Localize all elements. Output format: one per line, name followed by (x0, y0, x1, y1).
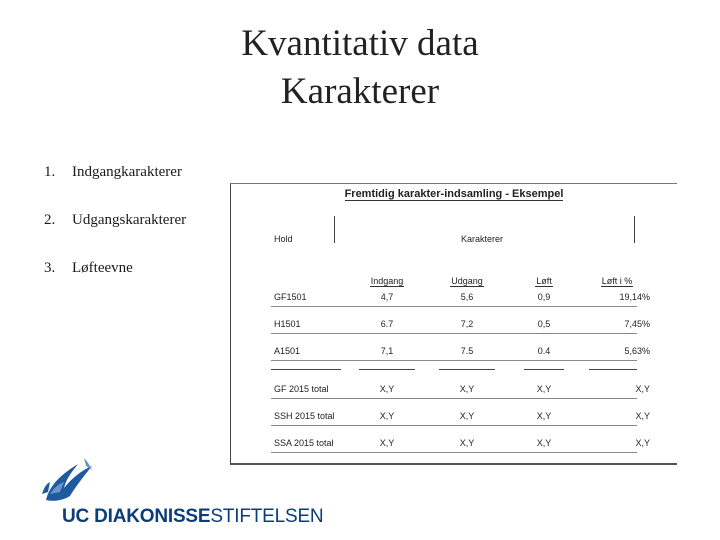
table-row (271, 437, 650, 453)
uc-diakonissestiftelsen-logo (40, 452, 330, 532)
group-separator (359, 369, 415, 370)
cell-loft-pct: 19,14% (619, 292, 650, 302)
cell-hold: SSA 2015 total (274, 438, 334, 448)
group-separator (589, 369, 637, 370)
table-row (271, 345, 650, 361)
title-line-1: Kvantitativ data (241, 23, 479, 64)
cell-indgang: 7,1 (380, 346, 394, 356)
cell-hold: GF1501 (274, 292, 307, 302)
cell-loft: X,Y (536, 438, 552, 448)
title-line-2: Karakterer (280, 71, 440, 112)
cell-loft: 0,5 (537, 319, 551, 329)
cell-loft-pct: 5,63% (624, 346, 650, 356)
cell-loft-pct: X,Y (635, 411, 650, 421)
bird-logo-icon (40, 454, 100, 508)
cell-loft: 0.4 (537, 346, 551, 356)
table-title: Fremtidig karakter-indsamling - Eksempel (344, 188, 564, 200)
slide-title (0, 20, 720, 116)
cell-udgang: X,Y (459, 438, 475, 448)
table-row (271, 383, 650, 399)
bullet-list (44, 160, 186, 304)
table-row (271, 291, 650, 307)
header-divider (634, 216, 635, 243)
bullet-number: 3. (44, 260, 56, 276)
cell-loft-pct: X,Y (635, 384, 650, 394)
cell-loft: 0,9 (537, 292, 551, 302)
cell-udgang: X,Y (459, 411, 475, 421)
bullet-number: 1. (44, 164, 56, 180)
bullet-text: Løfteevne (72, 260, 133, 276)
karakterer-header: Karakterer (461, 234, 504, 244)
col-indgang: Indgang (370, 276, 404, 286)
cell-udgang: 7.5 (460, 346, 474, 356)
bullet-number: 2. (44, 212, 56, 228)
cell-hold: A1501 (274, 346, 301, 356)
grade-table-image (230, 183, 677, 465)
logo-text-bold: UC DIAKONISSE (62, 506, 211, 527)
cell-indgang: X,Y (379, 384, 395, 394)
bullet-item (44, 256, 186, 280)
logo-text-regular: STIFTELSEN (210, 506, 324, 527)
group-separator (439, 369, 495, 370)
cell-hold: GF 2015 total (274, 384, 329, 394)
cell-loft-pct: 7,45% (624, 319, 650, 329)
table-row (271, 410, 650, 426)
cell-indgang: X,Y (379, 438, 395, 448)
cell-hold: H1501 (274, 319, 301, 329)
cell-indgang: 6.7 (380, 319, 394, 329)
bullet-text: Indgangkarakterer (72, 164, 182, 180)
header-divider (334, 216, 335, 243)
cell-loft-pct: X,Y (635, 438, 650, 448)
cell-udgang: 7,2 (460, 319, 474, 329)
cell-indgang: X,Y (379, 411, 395, 421)
bullet-item (44, 160, 186, 184)
cell-indgang: 4,7 (380, 292, 394, 302)
logo-text (62, 506, 323, 528)
cell-loft: X,Y (536, 384, 552, 394)
cell-loft: X,Y (536, 411, 552, 421)
col-loft: Løft (536, 276, 552, 286)
group-separator (524, 369, 564, 370)
group-separator (271, 369, 341, 370)
cell-udgang: 5,6 (460, 292, 474, 302)
cell-udgang: X,Y (459, 384, 475, 394)
bullet-item (44, 208, 186, 232)
cell-hold: SSH 2015 total (274, 411, 335, 421)
table-row (271, 318, 650, 334)
hold-header: Hold (274, 234, 293, 244)
col-loft-pct: Løft i % (601, 276, 633, 286)
col-udgang: Udgang (451, 276, 483, 286)
bullet-text: Udgangskarakterer (72, 212, 187, 228)
